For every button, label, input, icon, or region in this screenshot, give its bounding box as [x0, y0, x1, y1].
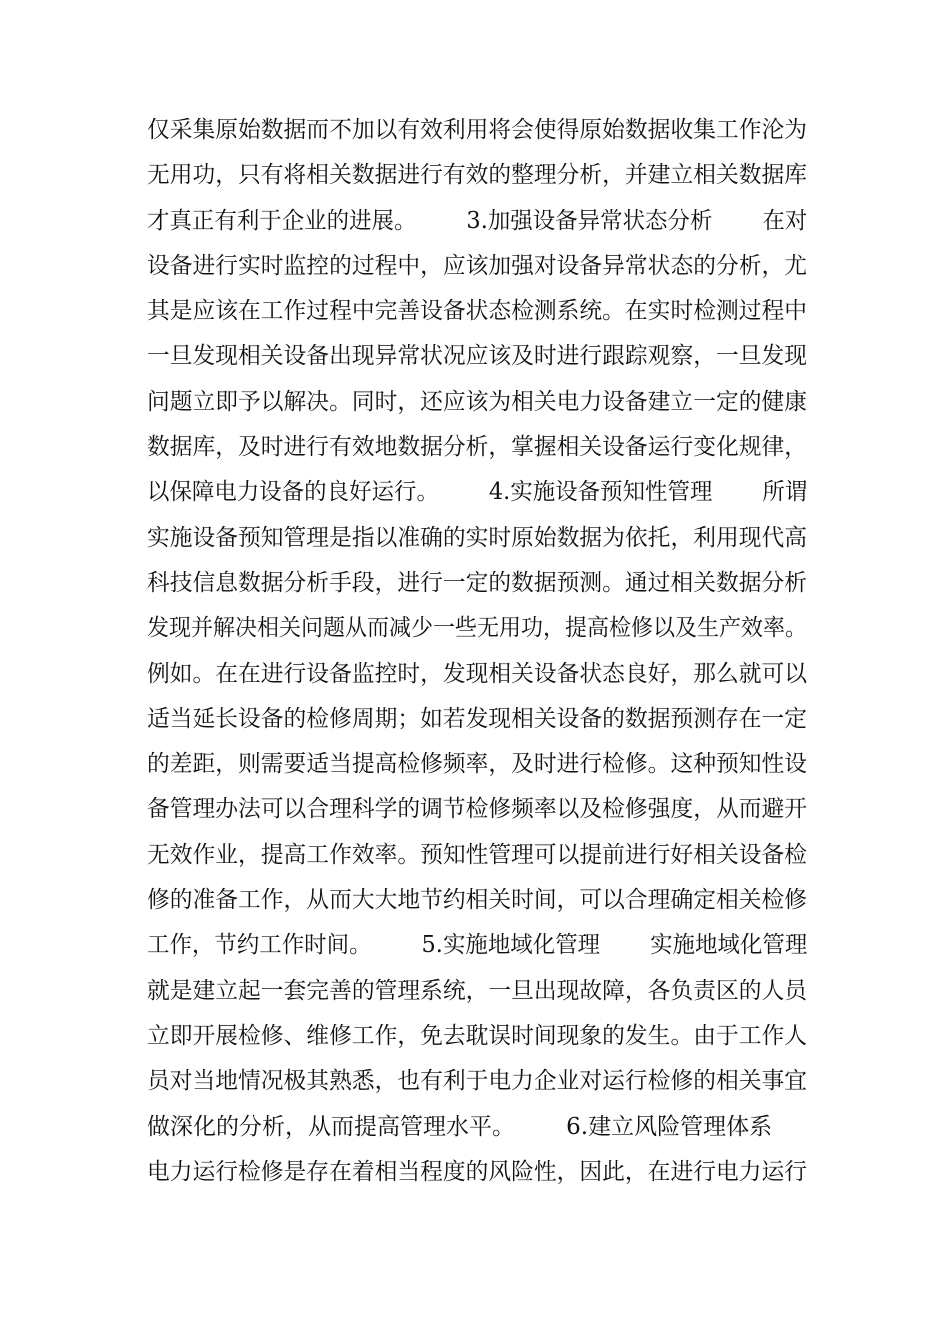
- text-line: 以保障电力设备的良好运行。 4.实施设备预知性管理 所谓: [147, 479, 808, 506]
- text-line: 修的准备工作，从而大大地节约相关时间，可以合理确定相关检修: [147, 887, 807, 914]
- text-line: 仅采集原始数据而不加以有效利用将会使得原始数据收集工作沦为: [147, 117, 807, 143]
- text-line: 一旦发现相关设备出现异常状况应该及时进行跟踪观察，一旦发现: [147, 343, 807, 370]
- text-line: 立即开展检修、维修工作，免去耽误时间现象的发生。由于工作人: [147, 1022, 807, 1049]
- text-line: 适当延长设备的检修周期；如若发现相关设备的数据预测存在一定: [147, 705, 807, 732]
- text-line: 才真正有利于企业的进展。 3.加强设备异常状态分析 在对: [147, 207, 808, 234]
- text-line: 备管理办法可以合理科学的调节检修频率以及检修强度，从而避开: [147, 796, 807, 823]
- text-line: 无效作业，提高工作效率。预知性管理可以提前进行好相关设备检: [147, 841, 807, 868]
- text-line: 工作，节约工作时间。 5.实施地域化管理 实施地域化管理: [147, 932, 808, 959]
- text-line: 无用功，只有将相关数据进行有效的整理分析，并建立相关数据库: [147, 162, 807, 189]
- text-line: 员对当地情况极其熟悉，也有利于电力企业对运行检修的相关事宜: [147, 1068, 807, 1095]
- text-line: 例如。在在进行设备监控时，发现相关设备状态良好，那么就可以: [147, 660, 807, 687]
- text-line: 做深化的分析，从而提高管理水平。 6.建立风险管理体系: [147, 1113, 773, 1140]
- text-line: 就是建立起一套完善的管理系统，一旦出现故障，各负责区的人员: [147, 977, 807, 1004]
- text-line: 其是应该在工作过程中完善设备状态检测系统。在实时检测过程中: [147, 298, 807, 325]
- text-line: 数据库，及时进行有效地数据分析，掌握相关设备运行变化规律，: [147, 434, 807, 461]
- text-line: 发现并解决相关问题从而减少一些无用功，提高检修以及生产效率。: [147, 615, 807, 642]
- text-line: 科技信息数据分析手段，进行一定的数据预测。通过相关数据分析: [147, 569, 807, 596]
- text-line: 设备进行实时监控的过程中，应该加强对设备异常状态的分析，尤: [147, 252, 807, 279]
- text-line: 实施设备预知管理是指以准确的实时原始数据为依托，利用现代高: [147, 524, 807, 551]
- text-line: 的差距，则需要适当提高检修频率，及时进行检修。这种预知性设: [147, 751, 807, 778]
- text-line: 问题立即予以解决。同时，还应该为相关电力设备建立一定的健康: [147, 388, 807, 415]
- body-text: [147, 108, 827, 1195]
- text-line: 电力运行检修是存在着相当程度的风险性，因此，在进行电力运行: [147, 1158, 807, 1185]
